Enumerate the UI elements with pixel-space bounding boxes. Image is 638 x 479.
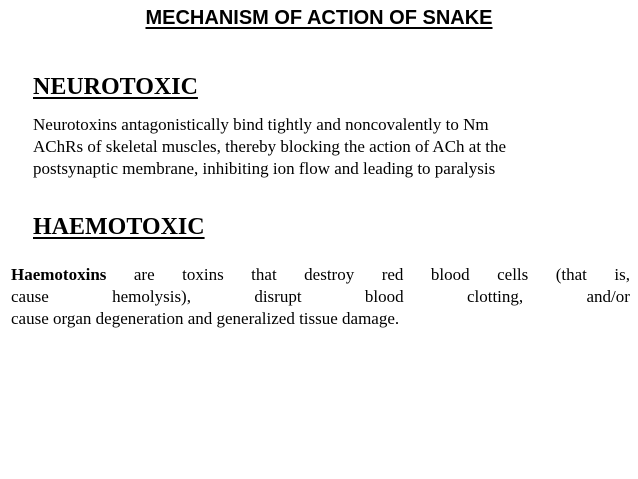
word: is,: [614, 265, 630, 284]
haemotoxic-line-1: [11, 264, 630, 286]
section-heading-haemotoxic: HAEMOTOXIC: [33, 214, 205, 240]
word: red: [381, 265, 404, 284]
word: disrupt: [254, 287, 302, 306]
word: cause: [11, 287, 49, 306]
neurotoxic-line: postsynaptic membrane, inhibiting ion flow and leading to paralysis: [33, 159, 496, 178]
haemotoxic-line-2: [11, 286, 630, 308]
word: blood: [364, 287, 404, 306]
section-heading-neurotoxic: NEUROTOXIC: [33, 74, 198, 100]
slide-title: [0, 4, 638, 32]
neurotoxic-line: AChRs of skeletal muscles, thereby blocking the action of ACh at the: [33, 137, 507, 156]
neurotoxic-paragraph: [33, 114, 633, 180]
word: toxins: [182, 265, 224, 284]
word: are: [133, 265, 155, 284]
neurotoxic-line: Neurotoxins antagonistically bind tightly and noncovalently to Nm: [33, 115, 489, 134]
word: hemolysis),: [112, 287, 191, 306]
haemotoxins-term: Haemotoxins: [11, 265, 107, 284]
word: and/or: [586, 287, 630, 306]
word: (that: [555, 265, 587, 284]
haemotoxic-paragraph: [11, 264, 630, 330]
word: that: [251, 265, 277, 284]
word: destroy: [304, 265, 355, 284]
word: cells: [497, 265, 529, 284]
word: clotting,: [466, 287, 524, 306]
slide-title-text: MECHANISM OF ACTION OF SNAKE: [145, 7, 493, 29]
word: blood: [430, 265, 470, 284]
haemotoxic-line-3: cause organ degeneration and generalized tissue damage.: [11, 309, 400, 328]
